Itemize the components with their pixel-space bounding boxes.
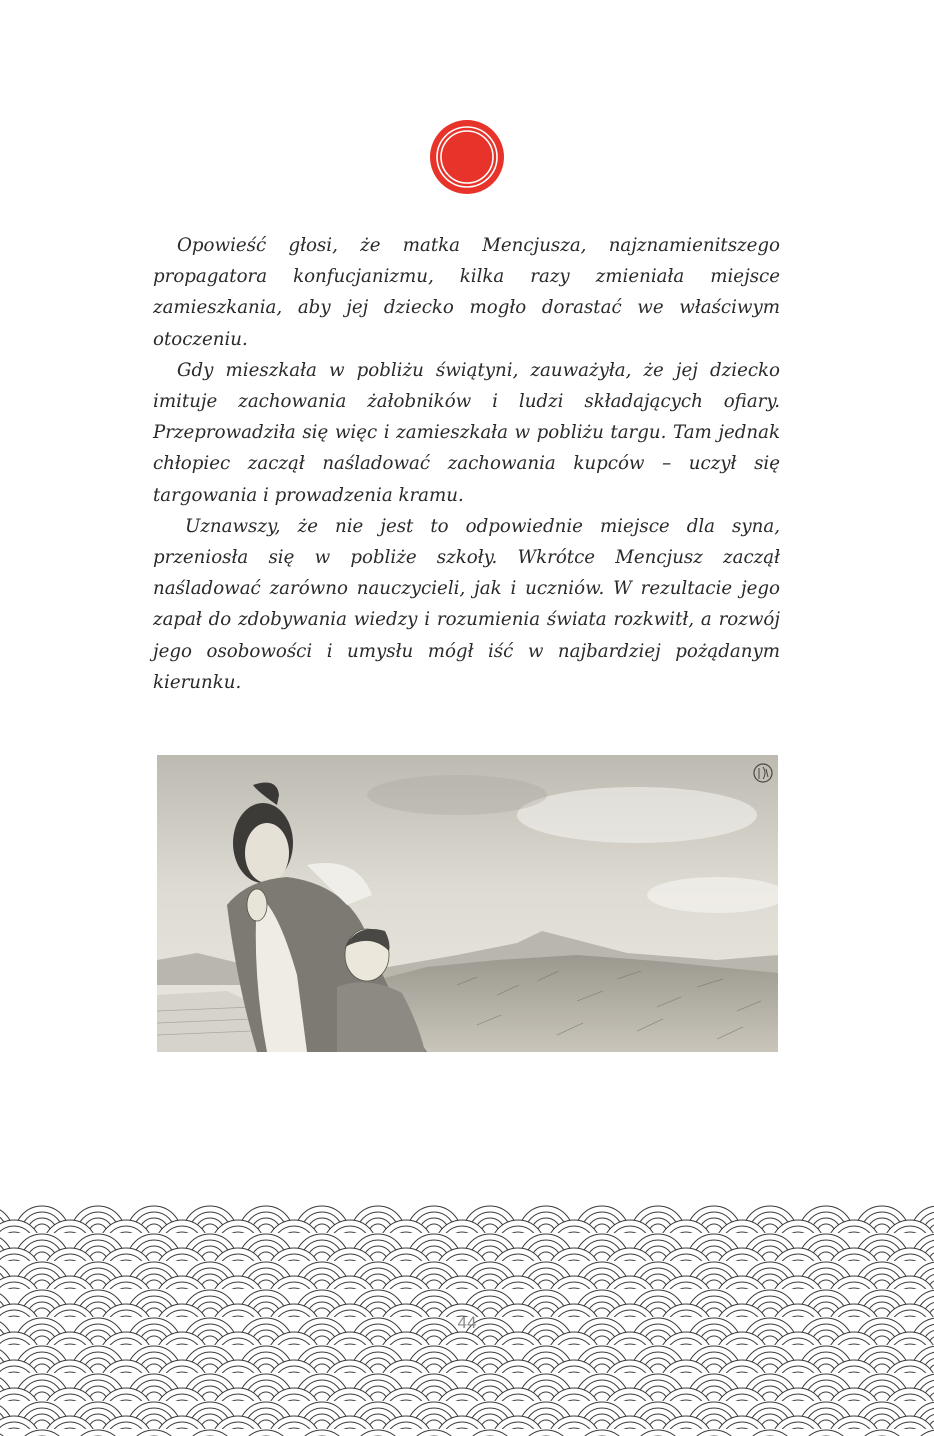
mother-and-child-illustration [157, 755, 778, 1052]
paragraph-2: Gdy mieszkała w pobliżu świątyni, zauważyła, że jej dziecko imituje zachowania żałobników i ludzi składających ofiary. Przeprowadziła się więc i zamieszkała w pobliżu targu. Tam jednak chłopiec zaczął naśladować zachowania kupców – uczył się targowania i prowadzenia kramu. [153, 359, 780, 506]
story-text [153, 230, 780, 698]
page-number: 44 [457, 1313, 477, 1332]
paragraph-1: Opowieść głosi, że matka Mencjusza, najznamienitszego propagatora konfucjanizmu, kilka razy zmieniała miejsce zamieszkania, aby jej dziecko mogło dorastać we właściwym otoczeniu. [153, 235, 780, 350]
paragraph-3: Uznawszy, że nie jest to odpowiednie miejsce dla syna, przeniosła się w pobliże szkoły. Wkrótce Mencjusz zaczął naśladować zarówno nauczycieli, jak i uczniów. W rezultacie jego zapał do zdobywania wiedzy i rozumienia świata rozkwitł, a rozwój jego osobowości i umysłu mógł iść w najbardziej pożądanym kierunku. [153, 515, 780, 693]
red-sun-icon [428, 118, 506, 196]
